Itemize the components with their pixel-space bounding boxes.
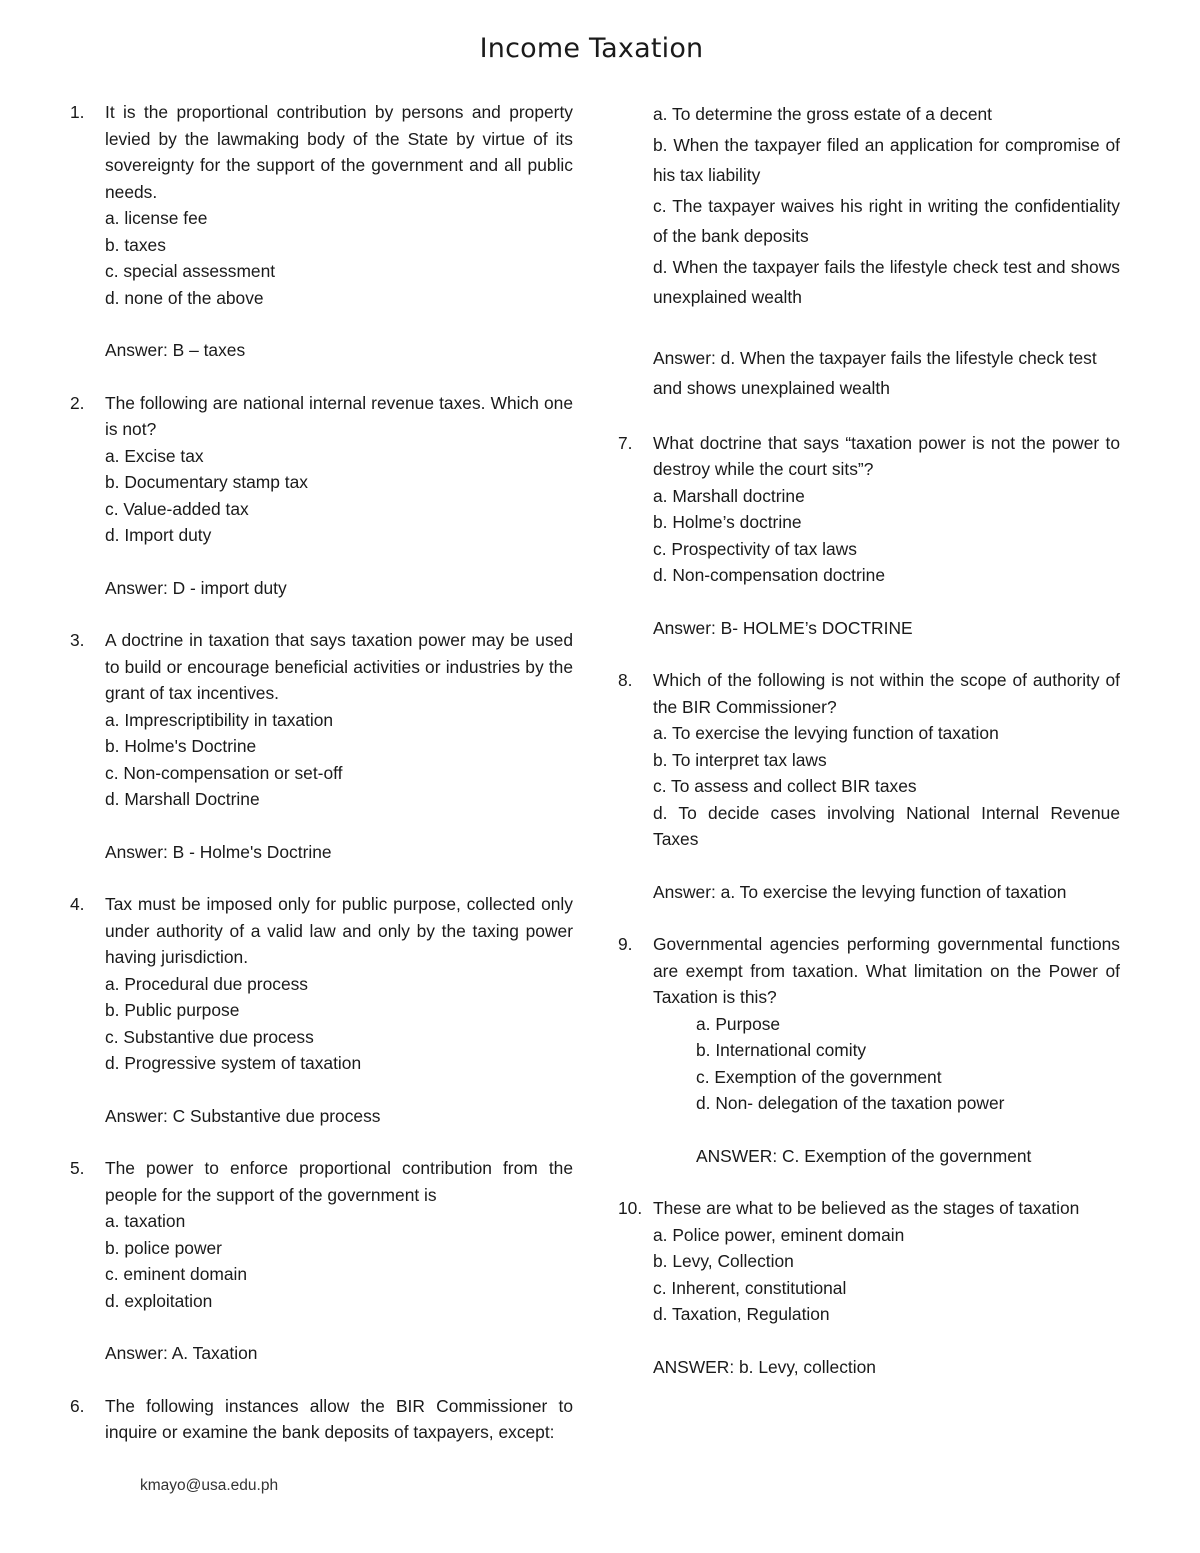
question-stem: The power to enforce proportional contribution from the people for the support of the government is	[105, 1158, 573, 1205]
question-stem: A doctrine in taxation that says taxation power may be used to build or encourage beneficial activities or industries by the grant of tax incentives.	[105, 630, 573, 703]
question-stem: Governmental agencies performing governmental functions are exempt from taxation. What limitation on the Power of Taxation is this?	[653, 934, 1120, 1007]
option-a: a. To determine the gross estate of a decent	[653, 104, 993, 124]
option-d: d. Taxation, Regulation	[653, 1304, 830, 1324]
option-c: c. Inherent, constitutional	[653, 1277, 847, 1298]
question-10	[618, 1195, 1120, 1380]
question-stem: These are what to be believed as the stages of taxation	[653, 1198, 1080, 1218]
question-number: 6.	[70, 1395, 85, 1416]
answer: Answer: a. To exercise the levying function of taxation	[653, 881, 1067, 902]
question-number: 7.	[618, 432, 633, 453]
option-d: d. none of the above	[105, 287, 264, 308]
question-6	[70, 1393, 573, 1446]
question-4	[70, 891, 573, 1129]
option-d: d. Marshall Doctrine	[105, 789, 260, 809]
option-c: c. Non-compensation or set-off	[105, 762, 343, 783]
option-c: c. special assessment	[105, 261, 276, 281]
question-number: 4.	[70, 894, 85, 914]
question-8	[618, 667, 1120, 905]
answer: Answer: C Substantive due process	[105, 1105, 381, 1126]
question-stem: It is the proportional contribution by persons and property levied by the lawmaking body of the State by virtue of its sovereignty for the support of the government and all public needs.	[105, 102, 573, 202]
option-a: a. taxation	[105, 1211, 186, 1231]
question-stem: Tax must be imposed only for public purpose, collected only under authority of a valid law and only by the taxing power having jurisdiction.	[105, 894, 573, 967]
question-3	[70, 627, 573, 865]
option-d: d. Non-compensation doctrine	[653, 565, 886, 585]
option-a: a. Excise tax	[105, 445, 204, 466]
question-1	[70, 99, 573, 364]
question-9	[618, 931, 1120, 1169]
question-number: 1.	[70, 102, 85, 122]
option-a: a. Marshall doctrine	[653, 485, 805, 506]
question-number: 9.	[618, 934, 633, 954]
option-d: d. exploitation	[105, 1290, 213, 1311]
option-d: d. When the taxpayer fails the lifestyle check test and shows unexplained wealth	[653, 256, 1120, 307]
question-6-continued	[618, 99, 1120, 404]
option-b: b. Public purpose	[105, 1000, 240, 1020]
option-b: b. Holme's Doctrine	[105, 736, 257, 756]
question-5	[70, 1155, 573, 1367]
answer: Answer: B – taxes	[105, 340, 246, 360]
question-number: 8.	[618, 670, 633, 690]
answer: Answer: d. When the taxpayer fails the lifestyle check test and shows unexplained wealth	[653, 347, 1097, 398]
option-a: a. license fee	[105, 208, 208, 228]
answer: Answer: D - import duty	[105, 577, 287, 598]
question-2	[70, 390, 573, 602]
option-d: d. To decide cases involving National Internal Revenue Taxes	[653, 802, 1120, 849]
option-a: a. To exercise the levying function of taxation	[653, 723, 999, 743]
option-b: b. When the taxpayer filed an application for compromise of his tax liability	[653, 134, 1120, 185]
option-b: b. Documentary stamp tax	[105, 472, 308, 492]
option-b: b. police power	[105, 1237, 222, 1258]
option-a: a. Procedural due process	[105, 973, 309, 994]
page-title: Income Taxation	[479, 33, 704, 64]
option-b: b. Levy, Collection	[653, 1251, 794, 1271]
option-a: a. Police power, eminent domain	[653, 1224, 905, 1245]
option-c: c. Substantive due process	[105, 1026, 314, 1047]
option-a: a. Purpose	[696, 1013, 781, 1034]
question-number: 3.	[70, 630, 85, 650]
option-c: c. Value-added tax	[105, 498, 249, 519]
question-7	[618, 430, 1120, 642]
answer: Answer: B - Holme's Doctrine	[105, 841, 332, 862]
option-c: c. The taxpayer waives his right in writing the confidentiality of the bank deposits	[653, 195, 1120, 246]
answer: ANSWER: b. Levy, collection	[653, 1356, 876, 1377]
option-c: c. Prospectivity of tax laws	[653, 538, 857, 559]
option-c: c. eminent domain	[105, 1264, 248, 1284]
option-d: d. Progressive system of taxation	[105, 1053, 362, 1073]
footer-email: kmayo@usa.edu.ph	[140, 1477, 279, 1494]
question-stem: The following instances allow the BIR Commissioner to inquire or examine the bank deposits of taxpayers, except:	[105, 1395, 573, 1442]
answer: Answer: A. Taxation	[105, 1343, 258, 1363]
question-stem: Which of the following is not within the scope of authority of the BIR Commissioner?	[653, 670, 1120, 717]
option-c: c. Exemption of the government	[696, 1066, 942, 1087]
answer: ANSWER: C. Exemption of the government	[696, 1145, 1032, 1166]
right-column	[618, 99, 1120, 1380]
option-b: b. taxes	[105, 234, 166, 255]
option-b: b. International comity	[696, 1040, 867, 1060]
option-a: a. Imprescriptibility in taxation	[105, 709, 334, 730]
option-c: c. To assess and collect BIR taxes	[653, 776, 917, 796]
option-d: d. Import duty	[105, 525, 212, 545]
question-number: 10.	[618, 1198, 643, 1218]
answer: Answer: B- HOLME’s DOCTRINE	[653, 617, 913, 638]
option-b: b. To interpret tax laws	[653, 749, 827, 770]
question-stem: The following are national internal revenue taxes. Which one is not?	[105, 392, 573, 439]
option-b: b. Holme’s doctrine	[653, 512, 802, 532]
question-number: 5.	[70, 1158, 85, 1178]
question-stem: What doctrine that says “taxation power is not the power to destroy while the court sits”?	[653, 432, 1120, 479]
question-number: 2.	[70, 392, 85, 413]
option-d: d. Non- delegation of the taxation power	[696, 1093, 1005, 1113]
left-column	[70, 99, 573, 1446]
